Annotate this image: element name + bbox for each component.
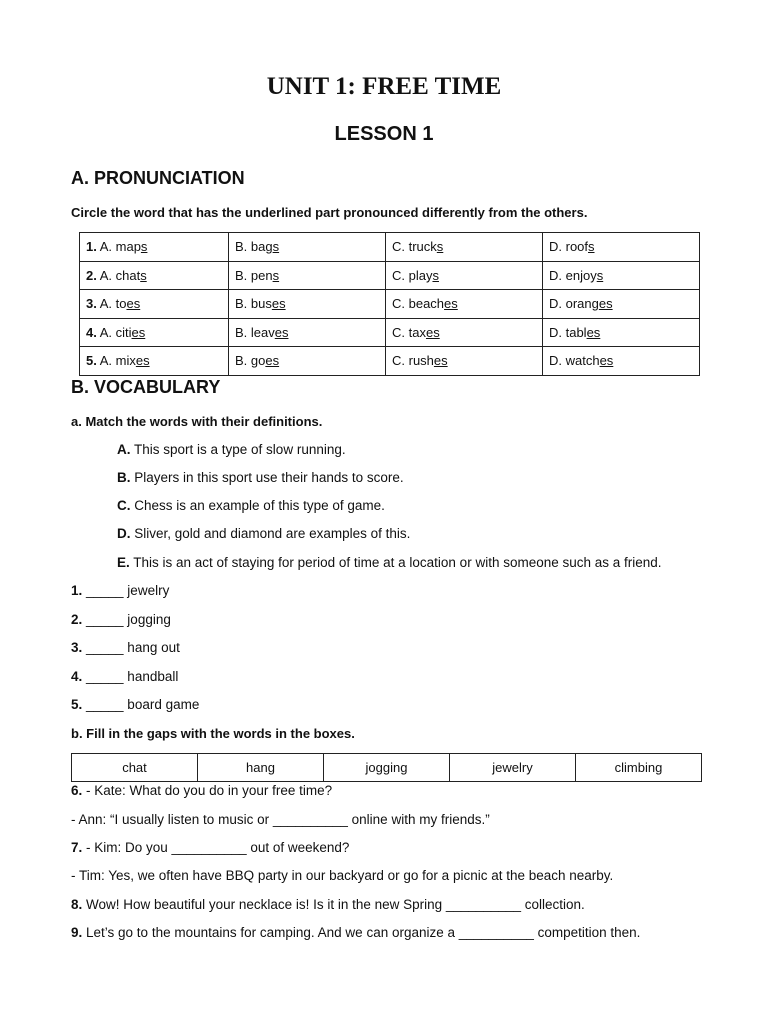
table-row — [80, 233, 700, 262]
pronunciation-table — [79, 232, 700, 376]
word-box-cell: jogging — [324, 754, 450, 782]
definition-item: C. Chess is an example of this type of game. — [117, 498, 385, 513]
word-box-cell: climbing — [576, 754, 702, 782]
table-row — [80, 290, 700, 319]
match-item: 3. _____ hang out — [71, 640, 180, 655]
gap-fill-line: - Ann: “I usually listen to music or __________ online with my friends.” — [71, 812, 490, 827]
section-b-heading: B. VOCABULARY — [71, 377, 221, 397]
table-cell: C. taxes — [386, 318, 543, 347]
gap-fill-line: - Tim: Yes, we often have BBQ party in our backyard or go for a picnic at the beach nearby. — [71, 868, 614, 883]
table-cell: B. goes — [229, 347, 386, 376]
definition-item: B. Players in this sport use their hands to score. — [117, 470, 404, 485]
table-cell: D. enjoys — [543, 261, 700, 290]
table-cell: C. plays — [386, 261, 543, 290]
match-item: 5. _____ board game — [71, 697, 200, 712]
table-cell: B. buses — [229, 290, 386, 319]
definition-item: E. This is an act of staying for period of time at a location or with someone such as a friend. — [117, 555, 662, 570]
table-cell: 4. A. cities — [80, 318, 229, 347]
table-cell: C. trucks — [386, 233, 543, 262]
match-item: 2. _____ jogging — [71, 612, 171, 627]
word-box-cell: chat — [72, 754, 198, 782]
section-a-instruction: Circle the word that has the underlined part pronounced differently from the others. — [71, 205, 588, 220]
table-cell: D. oranges — [543, 290, 700, 319]
definition-item: A. This sport is a type of slow running. — [117, 442, 346, 457]
table-cell: C. beaches — [386, 290, 543, 319]
table-cell: B. bags — [229, 233, 386, 262]
word-box — [71, 753, 702, 782]
table-cell: D. watches — [543, 347, 700, 376]
match-item: 4. _____ handball — [71, 669, 179, 684]
table-cell: 3. A. toes — [80, 290, 229, 319]
table-cell: 2. A. chats — [80, 261, 229, 290]
gap-fill-line: 8. Wow! How beautiful your necklace is! Is it in the new Spring __________ collection. — [71, 897, 585, 912]
section-a-heading: A. PRONUNCIATION — [71, 168, 245, 188]
table-cell: D. tables — [543, 318, 700, 347]
table-cell: C. rushes — [386, 347, 543, 376]
gap-fill-line: 9. Let’s go to the mountains for camping. And we can organize a __________ competition then. — [71, 925, 641, 940]
table-row — [80, 347, 700, 376]
table-cell: D. roofs — [543, 233, 700, 262]
word-box-cell: jewelry — [450, 754, 576, 782]
table-row — [80, 261, 700, 290]
table-cell: B. leaves — [229, 318, 386, 347]
table-cell: 1. A. maps — [80, 233, 229, 262]
definition-item: D. Sliver, gold and diamond are examples of this. — [117, 526, 411, 541]
table-cell: 5. A. mixes — [80, 347, 229, 376]
part-b-instruction: b. Fill in the gaps with the words in the boxes. — [71, 726, 355, 741]
table-row — [80, 318, 700, 347]
part-a-instruction: a. Match the words with their definitions. — [71, 414, 323, 429]
table-cell: B. pens — [229, 261, 386, 290]
page-title: UNIT 1: FREE TIME — [266, 73, 502, 100]
lesson-title: LESSON 1 — [334, 123, 434, 145]
table-row — [72, 754, 702, 782]
gap-fill-line: 6. - Kate: What do you do in your free time? — [71, 783, 333, 798]
word-box-cell: hang — [198, 754, 324, 782]
gap-fill-line: 7. - Kim: Do you __________ out of weekend? — [71, 840, 350, 855]
match-item: 1. _____ jewelry — [71, 583, 170, 598]
